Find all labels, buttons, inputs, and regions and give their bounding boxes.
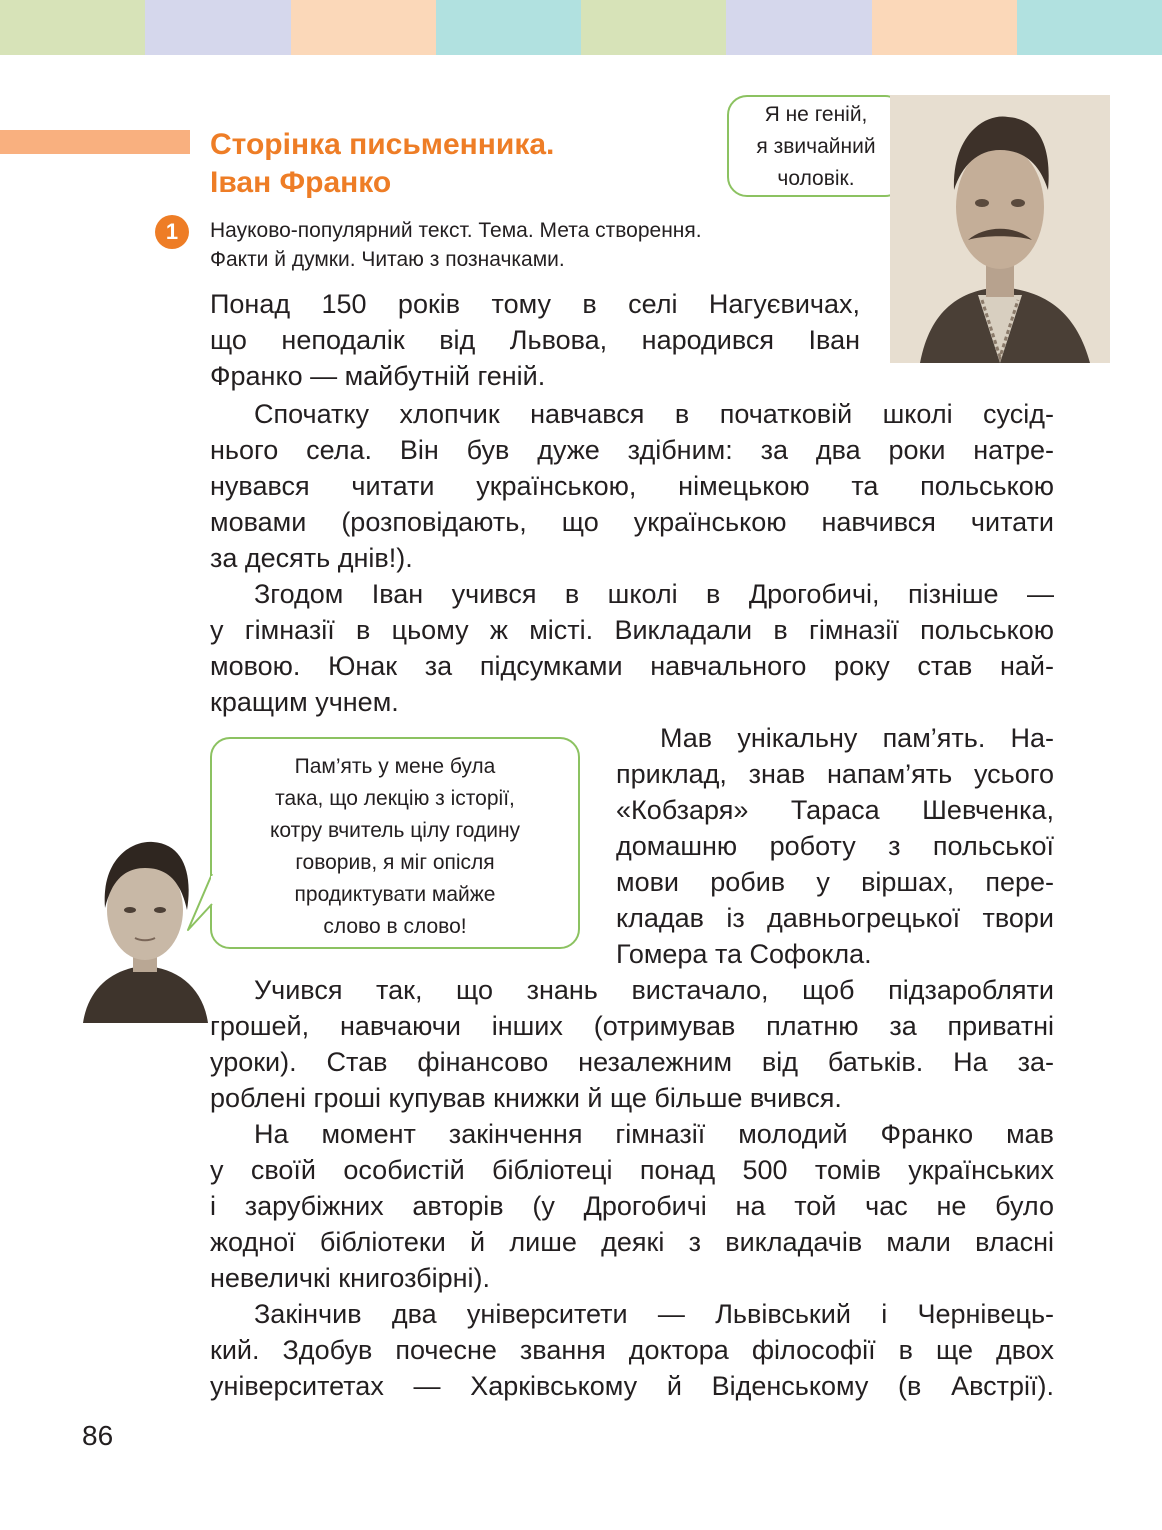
text-line: кращим учнем. (210, 687, 399, 717)
text-line: університетах — Харківському й Віденському (в Австрії). (210, 1371, 1054, 1401)
text-line: Мав унікальну пам’ять. На- (660, 723, 1054, 753)
bubble-line: Я не геній, (764, 103, 868, 126)
text-line: нього села. Він був дуже здібним: за два роки натре- (210, 435, 1054, 465)
title-line: Іван Франко (210, 166, 392, 199)
text-line: «Кобзаря» Тараса Шевченка, (616, 795, 1054, 825)
bubble-line: продиктувати майже (294, 883, 496, 906)
text-line: кий. Здобув почесне звання доктора філософії в ще двох (210, 1335, 1054, 1365)
strip-segment (145, 0, 290, 55)
task-number-badge: 1 (155, 215, 189, 249)
bubble-line: я звичайний (756, 135, 876, 158)
text-line: роблені гроші купував книжки й ще більше вчився. (210, 1083, 842, 1113)
text-line: невеличкі книгозбірні). (210, 1263, 491, 1293)
portrait-ivan-franko (890, 95, 1110, 363)
paragraph-4 (616, 720, 1054, 972)
strip-segment (581, 0, 726, 55)
paragraph-2 (210, 396, 1054, 576)
text-line: мовами (розповідають, що українською навчився читати (210, 507, 1054, 537)
page-title (210, 126, 554, 202)
text-line: домашню роботу з польської (616, 831, 1054, 861)
text-line: Франко — майбутній геній. (210, 361, 546, 391)
portrait-young-franko (83, 838, 208, 1023)
bubble-line: Пам’ять у мене була (294, 755, 496, 778)
text-line: На момент закінчення гімназії молодий Франко мав (254, 1119, 1054, 1149)
text-line: що неподалік від Львова, народився Іван (210, 325, 860, 355)
text-line: Учився так, що знань вистачало, щоб підзаробляти (254, 975, 1054, 1005)
bubble-line: слово в слово! (323, 915, 467, 938)
text-line: грошей, навчаючи інших (отримував платню за приватні (210, 1011, 1054, 1041)
paragraph-5 (210, 972, 1054, 1116)
text-line: Згодом Іван учився в школі в Дрогобичі, пізніше — (254, 579, 1054, 609)
bubble-line: говорив, я міг опісля (295, 851, 495, 874)
text-line: Спочатку хлопчик навчався в початковій школі сусід- (254, 399, 1054, 429)
paragraph-3 (210, 576, 1054, 720)
text-line: Гомера та Софокла. (616, 939, 872, 969)
task-description (210, 216, 870, 274)
strip-segment (1017, 0, 1162, 55)
text-line: у своїй особистій бібліотеці понад 500 томів українських (210, 1155, 1054, 1185)
text-line: нувався читати українською, німецькою та польською (210, 471, 1054, 501)
strip-segment (872, 0, 1017, 55)
text-line: приклад, знав напам’ять усього (616, 759, 1054, 789)
text-line: мовою. Юнак за підсумками навчального року став най- (210, 651, 1054, 681)
text-line: Понад 150 років тому в селі Нагуєвичах, (210, 289, 860, 319)
speech-bubble-memory (210, 737, 580, 949)
text-line: Закінчив два університети — Львівський і Чернівець- (254, 1299, 1054, 1329)
title-accent-bar (0, 130, 190, 154)
bubble-line: котру вчитель цілу годину (269, 819, 521, 842)
page-number: 86 (82, 1420, 114, 1451)
paragraph-7 (210, 1296, 1054, 1404)
text-line: і зарубіжних авторів (у Дрогобичі на той час не було (210, 1191, 1054, 1221)
text-line: кладав із давньогрецької твори (616, 903, 1054, 933)
paragraph-6 (210, 1116, 1054, 1296)
text-line: у гімназії в цьому ж місті. Викладали в гімназії польською (210, 615, 1054, 645)
task-line: Науково-популярний текст. Тема. Мета створення. (210, 219, 702, 242)
title-line: Сторінка письменника. (210, 128, 555, 161)
text-line: уроки). Став фінансово незалежним від батьків. На за- (210, 1047, 1054, 1077)
bubble-line: чоловік. (777, 167, 855, 190)
bubble-line: така, що лекцію з історії, (275, 787, 515, 810)
speech-bubble-quote (727, 95, 905, 197)
header-color-strip (0, 0, 1162, 55)
text-line: жодної бібліотеки й лише деякі з викладачів мали власні (210, 1227, 1054, 1257)
strip-segment (436, 0, 581, 55)
strip-segment (726, 0, 871, 55)
strip-segment (0, 0, 145, 55)
strip-segment (291, 0, 436, 55)
paragraph-1 (210, 286, 860, 394)
text-line: мови робив у віршах, пере- (616, 867, 1054, 897)
text-line: за десять днів!). (210, 543, 413, 573)
task-line: Факти й думки. Читаю з позначками. (210, 248, 565, 271)
